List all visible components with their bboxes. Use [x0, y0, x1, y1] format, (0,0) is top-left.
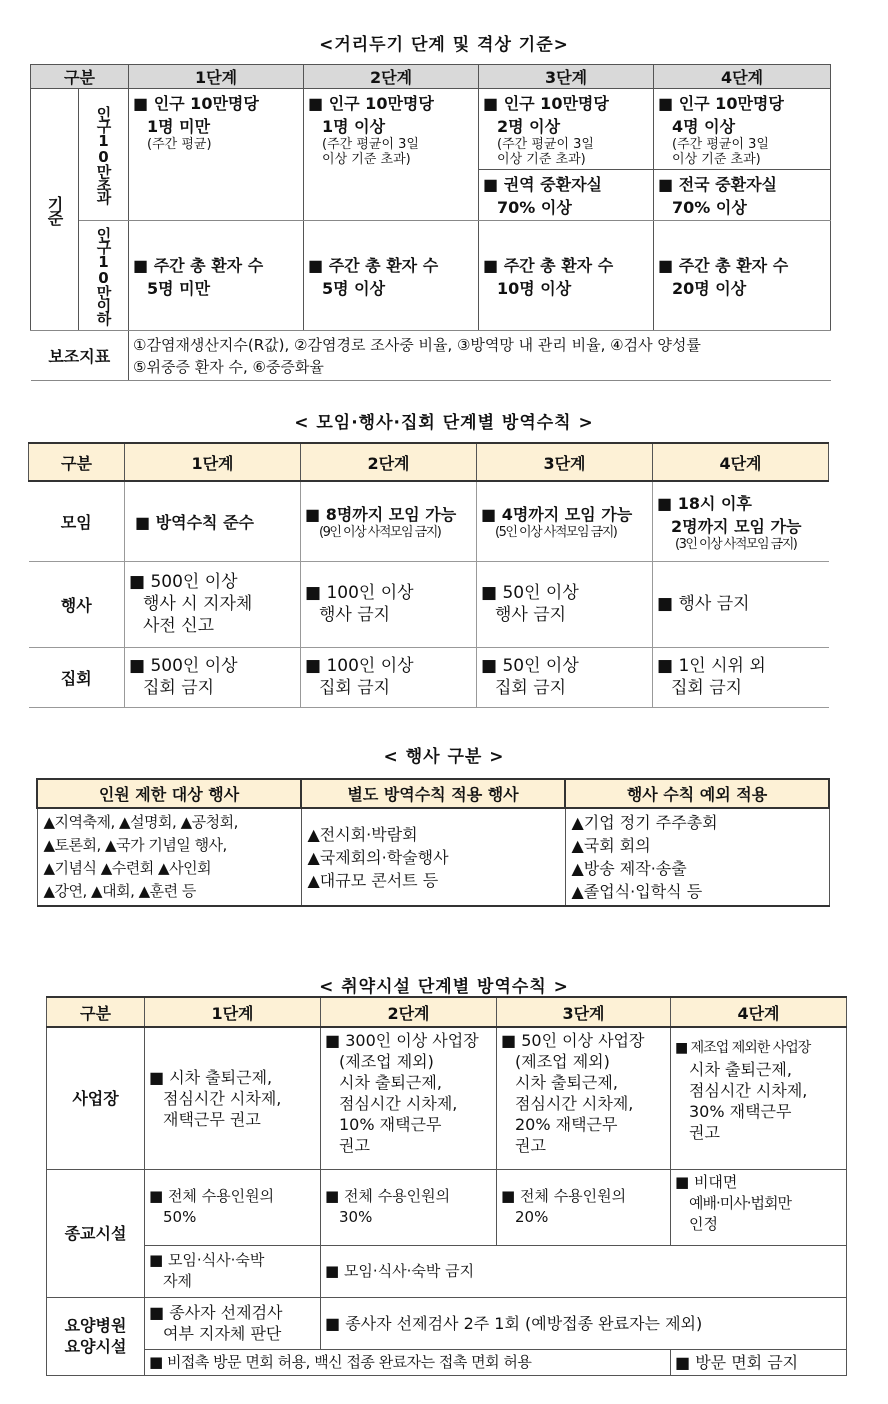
criteria-cell: ■ 인구 10만명당 4명 이상 (주간 평균이 3일 이상 기준 초과) — [654, 89, 831, 170]
col-header: 2단계 — [301, 443, 477, 481]
criteria-cell: ■ 인구 10만명당 2명 이상 (주간 평균이 3일 이상 기준 초과) — [479, 89, 654, 170]
col-header: 3단계 — [477, 443, 653, 481]
criteria-cell: ■ 인구 10만명당 1명 이상 (주간 평균이 3일 이상 기준 초과) — [304, 89, 479, 221]
criteria-cell: ■ 주간 총 환자 수 10명 이상 — [479, 221, 654, 331]
criteria-cell: ■ 권역 중환자실 70% 이상 — [479, 170, 654, 221]
col-header: 3단계 — [497, 997, 671, 1027]
col-header: 별도 방역수칙 적용 행사 — [301, 779, 565, 808]
col-header: 4단계 — [654, 65, 831, 89]
col-header: 1단계 — [125, 443, 301, 481]
col-header: 행사 수칙 예외 적용 — [565, 779, 829, 808]
col-header: 구분 — [29, 443, 125, 481]
rule-cell: ■ 비접촉 방문 면회 허용, 백신 접종 완료자는 접촉 면회 허용 — [145, 1349, 671, 1375]
rule-cell: ■ 종사자 선제검사 2주 1회 (예방접종 완료자는 제외) — [321, 1297, 847, 1349]
col-header: 2단계 — [321, 997, 497, 1027]
criteria-cell: ■ 전국 중환자실 70% 이상 — [654, 170, 831, 221]
rule-cell: ■ 방역수칙 준수 — [125, 481, 301, 561]
criteria-cell: ■ 주간 총 환자 수 5명 이상 — [304, 221, 479, 331]
rule-cell: ■ 종사자 선제검사 여부 지자체 판단 — [145, 1297, 321, 1349]
vulnerable-facilities-table — [46, 996, 847, 1376]
rule-cell: ■ 방문 면회 금지 — [671, 1349, 847, 1375]
row-label: 모임 — [29, 481, 125, 561]
gathering-rules-table — [28, 442, 829, 708]
col-header: 1단계 — [145, 997, 321, 1027]
rule-cell: ■ 전체 수용인원의 50% — [145, 1169, 321, 1245]
event-list-limited: ▲지역축제, ▲설명회, ▲공청회, ▲토론회, ▲국가 기념일 행사, ▲기념식 ▲수련회 ▲사인회 ▲강연, ▲대회, ▲훈련 등 — [37, 808, 301, 906]
col-header: 구분 — [31, 65, 129, 89]
rule-cell: ■ 모임·식사·숙박 자제 — [145, 1245, 321, 1297]
col-header: 인원 제한 대상 행사 — [37, 779, 301, 808]
rule-cell: ■ 300인 이상 사업장 (제조업 제외) 시차 출퇴근제, 점심시간 시차제, 10% 재택근무 권고 — [321, 1027, 497, 1169]
col-header: 4단계 — [671, 997, 847, 1027]
criteria-label: 기준 — [31, 89, 79, 331]
section-title-distancing: <거리두기 단계 및 격상 기준> — [319, 35, 569, 55]
rule-cell: ■ 18시 이후 2명까지 모임 가능 (3인 이상 사적모임 금지) — [653, 481, 829, 561]
rule-cell: ■ 비대면 예배·미사·법회만 인정 — [671, 1169, 847, 1245]
aux-indicator-label: 보조지표 — [31, 331, 129, 381]
rule-cell: ■ 500인 이상 집회 금지 — [125, 647, 301, 707]
rule-cell: ■ 8명까지 모임 가능 (9인 이상 사적모임 금지) — [301, 481, 477, 561]
row-label-religious: 종교시설 — [47, 1169, 145, 1297]
col-header: 3단계 — [479, 65, 654, 89]
event-list-exempt: ▲기업 정기 주주총회 ▲국회 회의 ▲방송 제작·송출 ▲졸업식·입학식 등 — [565, 808, 829, 906]
group-label-under-100k: 인구10만이하 — [79, 221, 129, 331]
row-label: 집회 — [29, 647, 125, 707]
col-header: 구분 — [47, 997, 145, 1027]
col-header: 2단계 — [304, 65, 479, 89]
section-title-event-types: < 행사 구분 > — [383, 747, 505, 767]
criteria-cell: ■ 주간 총 환자 수 5명 미만 — [129, 221, 304, 331]
col-header: 4단계 — [653, 443, 829, 481]
aux-indicator-text: ①감염재생산지수(R값), ②감염경로 조사중 비율, ③방역망 내 관리 비율, ④검사 양성률 ⑤위중증 환자 수, ⑥중증화율 — [129, 331, 831, 381]
row-label-workplace: 사업장 — [47, 1027, 145, 1169]
section-title-gatherings: < 모임·행사·집회 단계별 방역수칙 > — [294, 413, 594, 433]
rule-cell: ■ 500인 이상 행사 시 지자체 사전 신고 — [125, 561, 301, 647]
event-list-separate-rules: ▲전시회·박람회 ▲국제회의·학술행사 ▲대규모 콘서트 등 — [301, 808, 565, 906]
row-label: 행사 — [29, 561, 125, 647]
rule-cell: ■ 시차 출퇴근제, 점심시간 시차제, 재택근무 권고 — [145, 1027, 321, 1169]
event-types-table — [36, 778, 830, 907]
rule-cell: ■ 100인 이상 행사 금지 — [301, 561, 477, 647]
rule-cell: ■ 전체 수용인원의 20% — [497, 1169, 671, 1245]
row-label-care-facility: 요양병원 요양시설 — [47, 1297, 145, 1375]
group-label-over-100k: 인구10만초과 — [79, 89, 129, 221]
rule-cell: ■ 4명까지 모임 가능 (5인 이상 사적모임 금지) — [477, 481, 653, 561]
criteria-cell: ■ 주간 총 환자 수 20명 이상 — [654, 221, 831, 331]
rule-cell: ■ 전체 수용인원의 30% — [321, 1169, 497, 1245]
rule-cell: ■ 모임·식사·숙박 금지 — [321, 1245, 847, 1297]
rule-cell: ■ 50인 이상 집회 금지 — [477, 647, 653, 707]
criteria-cell: ■ 인구 10만명당 1명 미만 (주간 평균) — [129, 89, 304, 221]
rule-cell: ■ 1인 시위 외 집회 금지 — [653, 647, 829, 707]
rule-cell: ■ 제조업 제외한 사업장 시차 출퇴근제, 점심시간 시차제, 30% 재택근무 권고 — [671, 1027, 847, 1169]
rule-cell: ■ 50인 이상 사업장 (제조업 제외) 시차 출퇴근제, 점심시간 시차제, 20% 재택근무 권고 — [497, 1027, 671, 1169]
col-header: 1단계 — [129, 65, 304, 89]
distancing-criteria-table — [30, 64, 831, 381]
rule-cell: ■ 행사 금지 — [653, 561, 829, 647]
section-title-vulnerable-facilities: < 취약시설 단계별 방역수칙 > — [319, 977, 569, 997]
rule-cell: ■ 100인 이상 집회 금지 — [301, 647, 477, 707]
rule-cell: ■ 50인 이상 행사 금지 — [477, 561, 653, 647]
